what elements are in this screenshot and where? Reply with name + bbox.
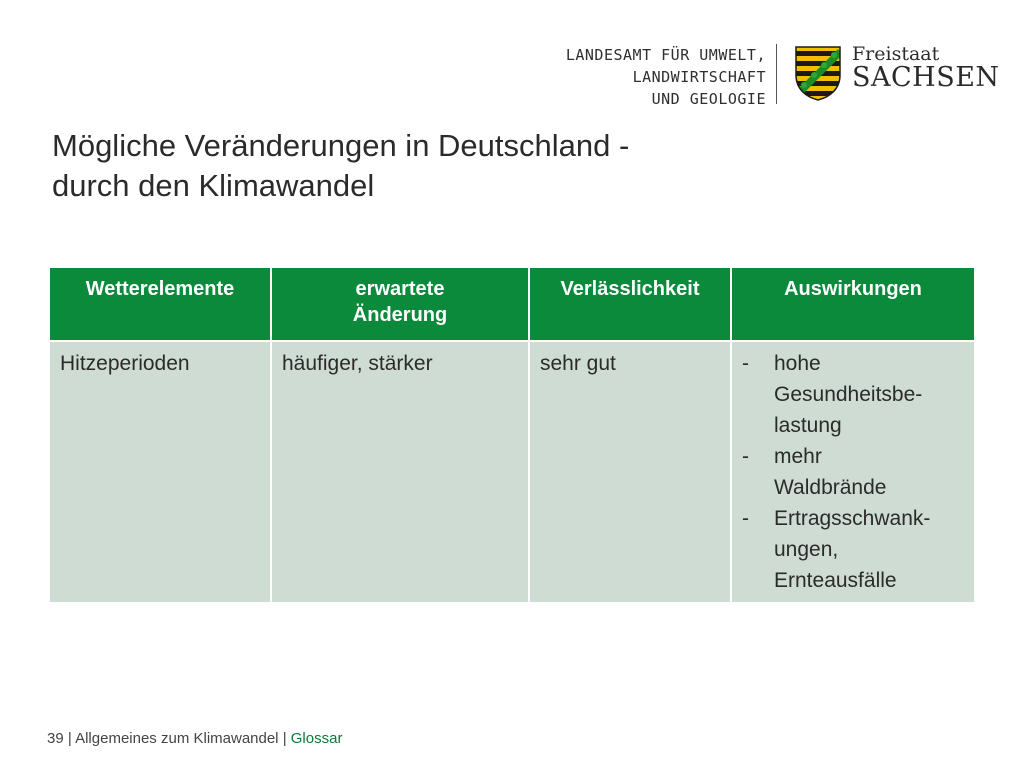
list-dash: - [742, 445, 749, 468]
column-header-text: Auswirkungen [784, 278, 922, 300]
title-line: Mögliche Veränderungen in Deutschland - [52, 128, 630, 163]
list-item-line: Gesundheitsbe- [774, 383, 923, 406]
list-item-line: lastung [774, 414, 842, 437]
column-header-impacts [731, 267, 975, 341]
column-header-text: Änderung [352, 304, 448, 326]
footer [47, 730, 342, 748]
list-item [742, 348, 966, 441]
list-item-line: Waldbrände [774, 476, 887, 499]
list-item [742, 503, 966, 596]
title-line: durch den Klimawandel [52, 168, 375, 203]
list-dash: - [742, 507, 749, 530]
table-row [49, 341, 975, 603]
saxony-coat-of-arms-icon [794, 45, 842, 101]
list-item-line: Ernteausfälle [774, 569, 897, 592]
footer-separator: | [278, 730, 291, 747]
logo-divider [776, 44, 777, 104]
agency-name [566, 44, 766, 110]
state-name: SACHSEN [852, 62, 1000, 93]
column-header-text: erwartete [355, 278, 445, 300]
agency-line: LANDWIRTSCHAFT [632, 68, 766, 86]
list-item-line: Ertragsschwank- [774, 507, 931, 530]
column-header-text: Wetterelemente [85, 278, 235, 300]
column-header-expected-change [271, 267, 529, 341]
cell-impacts [731, 341, 975, 603]
climate-impact-table [48, 266, 976, 604]
table-header-row [49, 267, 975, 341]
footer-section: Allgemeines zum Klimawandel [75, 730, 279, 747]
state-wordmark [852, 44, 1000, 92]
list-item [742, 441, 966, 503]
agency-line: UND GEOLOGIE [651, 90, 766, 108]
column-header-weather-elements [49, 267, 271, 341]
list-item-line: mehr [774, 445, 822, 468]
column-header-text: Verlässlichkeit [560, 278, 700, 300]
list-item-line: ungen, [774, 538, 839, 561]
impacts-list [742, 348, 966, 596]
page-title [52, 126, 629, 206]
glossary-link[interactable]: Glossar [290, 730, 343, 747]
cell-weather-element: Hitzeperioden [49, 341, 271, 603]
cell-expected-change: häufiger, stärker [271, 341, 529, 603]
column-header-reliability [529, 267, 731, 341]
footer-separator: | [63, 730, 76, 747]
page-number: 39 [47, 730, 64, 747]
state-label: Freistaat [852, 43, 940, 65]
agency-line: LANDESAMT FÜR UMWELT, [565, 46, 766, 64]
list-item-line: hohe [774, 352, 821, 375]
cell-reliability: sehr gut [529, 341, 731, 603]
list-dash: - [742, 352, 749, 375]
